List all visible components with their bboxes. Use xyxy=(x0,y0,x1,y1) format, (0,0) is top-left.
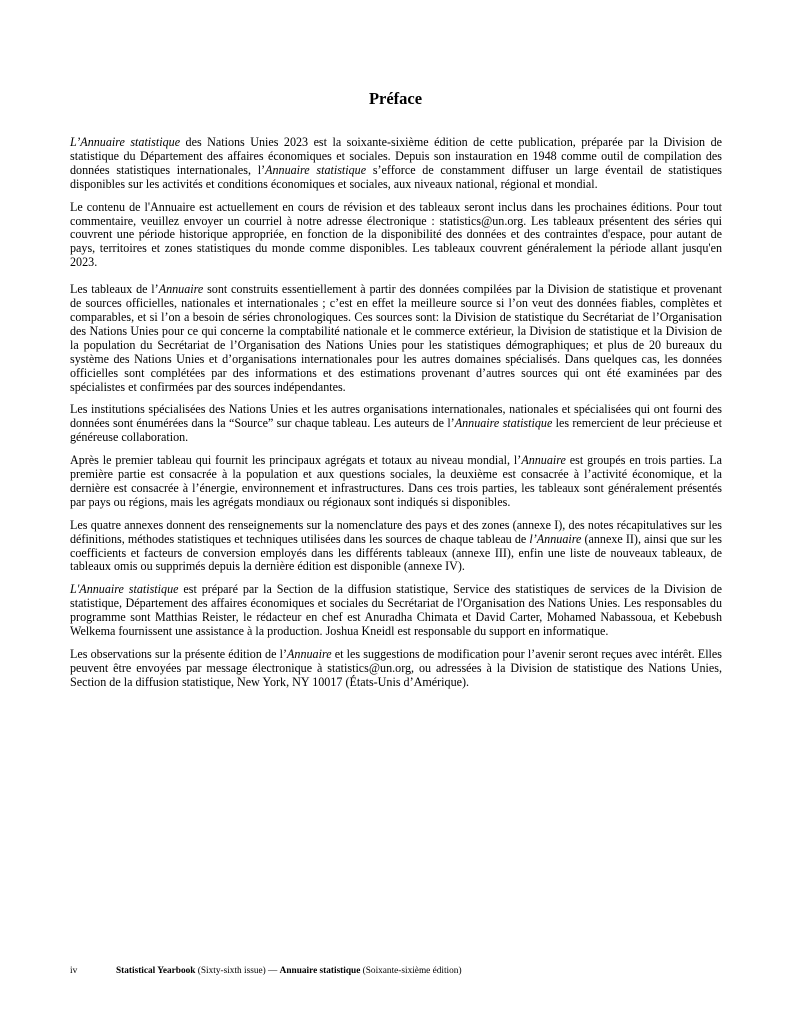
paragraph-7: L'Annuaire statistique est préparé par la Section de la diffusion statistique, Service des statistiques de services de la Division de statistique, Département des affaires économiques et sociales du Secrétariat de l'Organisation des Nations Unies. Les responsables du programme sont Matthias Reister, le rédacteur en chef est Anuradha Chimata et David Carter, Mohamed Nabassoua, et Kebebush Welkema fournissent une assistance à la production. Joshua Kneidl est responsable du support en informatique. xyxy=(70,582,722,639)
italic-text: l’Annuaire xyxy=(529,531,582,546)
paragraph-2: Le contenu de l'Annuaire est actuellement en cours de révision et des tableaux seront inclus dans les prochaines éditions. Pour tout commentaire, veuillez envoyer un courriel à notre adresse électronique : statistics@un.org. Les tableaux présentent des séries qui couvrent une période historique appropriée, en fonction de la disponibilité des données et des contraintes d'espace, pour autant de pays, territoires et zones statistiques du monde comme disponibles. Les tableaux couvrent généralement la période allant jusqu'en 2023. xyxy=(70,199,722,270)
italic-text: Annuaire xyxy=(158,282,204,297)
page-number: iv xyxy=(70,966,78,976)
italic-text: Annuaire xyxy=(287,647,332,661)
italic-text: L’Annuaire statistique xyxy=(70,135,181,149)
italic-text: Annuaire statistique xyxy=(265,162,367,177)
paragraph-5: Après le premier tableau qui fournit les principaux agrégats et totaux au niveau mondial, l’Annuaire est groupés en trois parties. La première partie est consacrée à la population et aux questions sociales, la deuxième est consacrée à l’activité économique, et la dernière est consacrée à l’énergie, environnement et infrastructures. Dans ces trois parties, les tableaux sont généralement présentés par pays ou régions, mais les agrégats mondiaux ou régionaux sont indiqués si disponibles. xyxy=(70,453,722,509)
italic-text: Annuaire statistique xyxy=(454,416,553,431)
paragraph-4: Les institutions spécialisées des Nations Unies et les autres organisations internationales, nationales et spécialisées qui ont fourni des données sont énumérées dans la “Source” sur chaque tableau. Les auteurs de l’Annuaire statistique les remercient de leur précieuse et généreuse collaboration. xyxy=(70,402,722,445)
italic-text: L'Annuaire statistique xyxy=(70,582,179,597)
footer-title-en: Statistical Yearbook xyxy=(116,966,196,976)
page-title: Préface xyxy=(368,89,423,108)
paragraph-3: Les tableaux de l’Annuaire sont construits essentiellement à partir des données compilées par la Division de statistique et provenant de sources officielles, nationales et internationales ; c’est en effet la meilleure source si l’on veut des données fiables, complètes et comparables, et si l’on a besoin de séries chronologiques. Ces sources sont: la Division de statistique du Secrétariat de l’Organisation des Nations Unies pour ce qui concerne la comptabilité nationale et le commerce extérieur, la Division de statistique et la Division de la population du Secrétariat de l’Organisation des Nations Unies pour les statistiques démographiques; et plus de 20 bureaux du système des Nations Unies et d’organisations internationales pour les autres domaines spécialisés. Dans quelques cas, les données officielles sont complétées par des informations et des estimations provenant d’autres sources qui ont été examinées par des spécialistes et confirmées par des sources indépendantes. xyxy=(70,282,722,394)
paragraph-6: Les quatre annexes donnent des renseignements sur la nomenclature des pays et des zones (annexe I), des notes récapitulatives sur les définitions, méthodes statistiques et techniques utilisées dans les sources de chaque tableau de l’Annuaire (annexe II), ainsi que sur les coefficients et facteurs de conversion employés dans les différents tableaux (annexe III), enfin une liste de nouveaux tableaux, de tableaux omis ou supprimés depuis la dernière édition est disponible (annexe IV). xyxy=(70,517,722,574)
paragraph-1: L’Annuaire statistique des Nations Unies 2023 est la soixante-sixième édition de cette publication, préparée par la Division de statistique du Département des affaires économiques et sociales. Depuis son instauration en 1948 comme outil de compilation des données statistiques internationales, l’Annuaire statistique s’efforce de constamment diffuser un large éventail de statistiques disponibles sur les activités et conditions économiques et sociales, aux niveaux national, régional et mondial. xyxy=(70,135,722,191)
paragraph-8: Les observations sur la présente édition de l’Annuaire et les suggestions de modification pour l’avenir seront reçues avec intérêt. Elles peuvent être envoyées par message électronique à statistics@un.org, ou adressées à la Division de statistique des Nations Unies, Section de la diffusion statistique, New York, NY 10017 (États-Unis d’Amérique). xyxy=(70,647,722,689)
page-footer: iv Statistical Yearbook (Sixty-sixth issue) — Annuaire statistique (Soixante-sixième édition) xyxy=(70,966,462,976)
italic-text: Annuaire xyxy=(521,453,566,468)
preface-body xyxy=(70,136,722,699)
footer-title-fr: Annuaire statistique xyxy=(279,966,361,976)
